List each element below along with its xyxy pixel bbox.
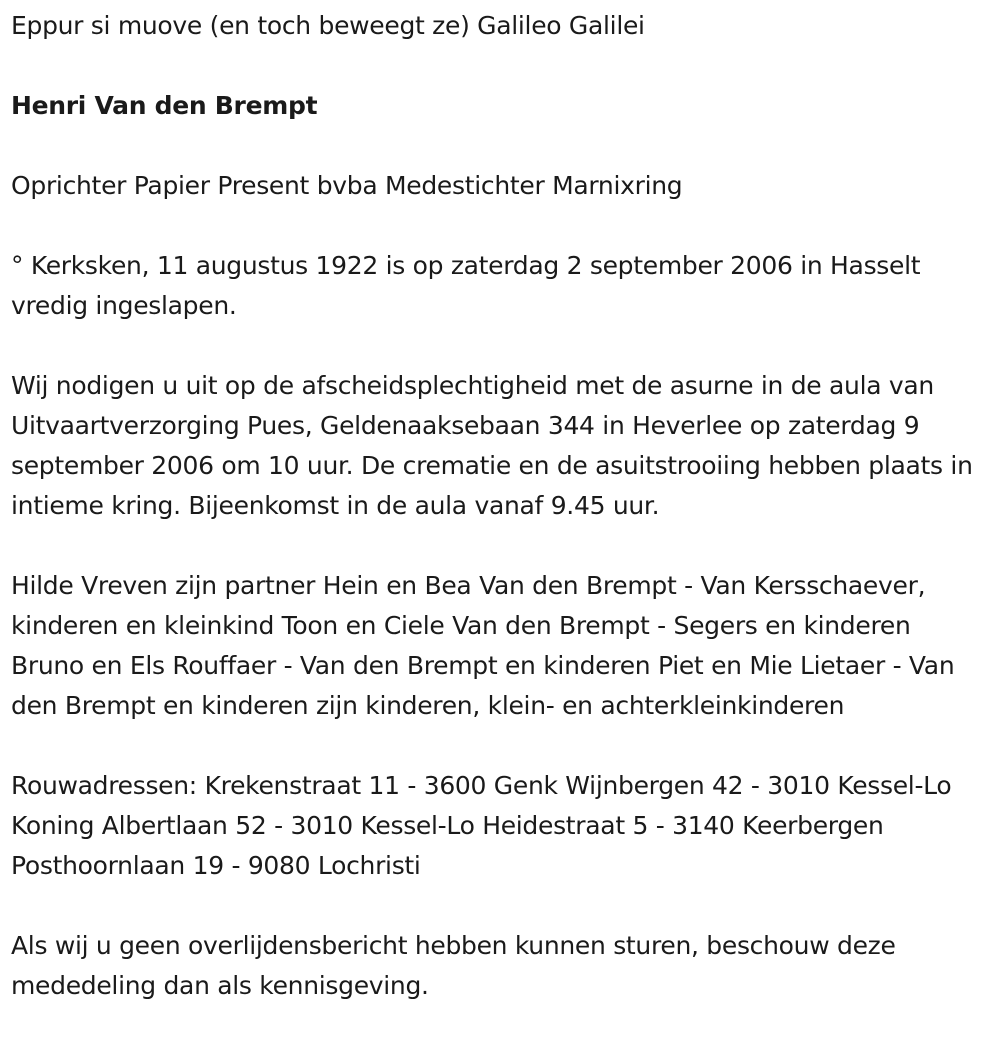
family-paragraph: Hilde Vreven zijn partner Hein en Bea Van den Brempt - Van Kersschaever, kinderen en kleinkind Toon en Ciele Van den Brempt - Segers en kinderen Bruno en Els Rouffaer - Van den Brempt en kinderen Piet en Mie Lietaer - Van den Brempt en kinderen zijn kinderen, klein- en achterkleinkinderen (11, 571, 955, 720)
notice-paragraph: Als wij u geen overlijdensbericht hebben kunnen sturen, beschouw deze mededeling dan als kennisgeving. (11, 931, 896, 1000)
quote-line: Eppur si muove (en toch beweegt ze) Galileo Galilei (11, 11, 645, 40)
deceased-name: Henri Van den Brempt (11, 91, 318, 120)
addresses-paragraph: Rouwadressen: Krekenstraat 11 - 3600 Genk Wijnbergen 42 - 3010 Kessel-Lo Koning Albertlaan 52 - 3010 Kessel-Lo Heidestraat 5 - 3140 Keerbergen Posthoornlaan 19 - 9080 Lochristi (11, 771, 952, 880)
titles-line: Oprichter Papier Present bvba Medestichter Marnixring (11, 171, 683, 200)
invitation-paragraph: Wij nodigen u uit op de afscheidsplechtigheid met de asurne in de aula van Uitvaartverzorging Pues, Geldenaaksebaan 344 in Heverlee op zaterdag 9 september 2006 om 10 uur. De crematie en de asuitstrooiing hebben plaats in intieme kring. Bijeenkomst in de aula vanaf 9.45 uur. (11, 371, 973, 520)
birth-death-paragraph: ° Kerksken, 11 augustus 1922 is op zaterdag 2 september 2006 in Hasselt vredig ingeslapen. (11, 251, 921, 320)
